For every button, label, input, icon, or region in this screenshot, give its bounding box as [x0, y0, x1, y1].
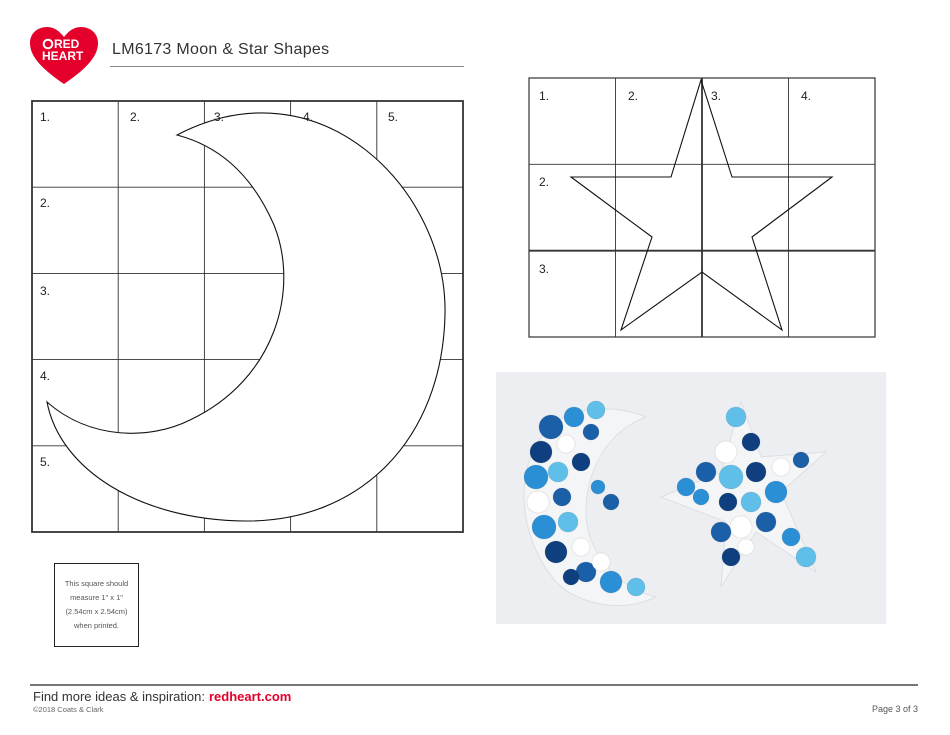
- logo-line2: HEART: [42, 49, 84, 63]
- moon-col-label-1: 1.: [40, 110, 51, 124]
- moon-row-label-3: 3.: [40, 284, 51, 298]
- star-grid-labels: [539, 89, 811, 276]
- pom-pom: [553, 488, 571, 506]
- moon-row-label-2: 2.: [40, 196, 51, 210]
- pom-pom: [730, 516, 752, 538]
- pom-pom: [564, 407, 584, 427]
- pom-pom: [738, 539, 754, 555]
- pom-pom: [532, 515, 556, 539]
- pom-pom: [677, 478, 695, 496]
- pom-pom: [722, 548, 740, 566]
- pom-pom: [539, 415, 563, 439]
- star-row-label-3: 3.: [539, 262, 550, 276]
- pom-pom: [530, 441, 552, 463]
- pom-pom: [572, 453, 590, 471]
- star-grid: [529, 78, 875, 337]
- reference-square: [54, 563, 139, 647]
- pom-pom: [600, 571, 622, 593]
- pom-pom: [726, 407, 746, 427]
- footer-cta: [33, 689, 291, 704]
- pom-pom: [545, 541, 567, 563]
- pom-pom: [587, 401, 605, 419]
- moon-outline: [47, 113, 445, 521]
- pom-pom: [765, 481, 787, 503]
- yarn-moon-star-photo: [496, 372, 886, 624]
- reference-square-text: This square should measure 1" x 1" (2.54cm x 2.54cm) when printed.: [64, 579, 129, 630]
- pom-pom: [524, 465, 548, 489]
- logo-line1: RED: [54, 37, 80, 51]
- moon-col-label-5: 5.: [388, 110, 399, 124]
- pom-pom: [603, 494, 619, 510]
- pom-pom: [796, 547, 816, 567]
- pom-pom: [591, 480, 605, 494]
- moon-col-label-4: 4.: [303, 110, 314, 124]
- footer-cta-label: Find more ideas & inspiration:: [33, 689, 205, 704]
- pom-pom: [696, 462, 716, 482]
- pom-pom: [746, 462, 766, 482]
- pom-pom: [558, 512, 578, 532]
- pom-pom: [563, 569, 579, 585]
- pom-pom: [782, 528, 800, 546]
- star-col-label-1: 1.: [539, 89, 550, 103]
- pom-pom: [741, 492, 761, 512]
- star-row-label-2: 2.: [539, 175, 550, 189]
- pom-pom: [715, 441, 737, 463]
- page-title: LM6173 Moon & Star Shapes: [112, 41, 330, 58]
- pom-pom: [742, 433, 760, 451]
- moon-col-label-3: 3.: [214, 110, 225, 124]
- moon-col-label-2: 2.: [130, 110, 141, 124]
- moon-row-label-4: 4.: [40, 369, 51, 383]
- footer-divider: [30, 684, 918, 686]
- pom-pom: [592, 553, 610, 571]
- moon-row-label-5: 5.: [40, 455, 51, 469]
- pom-pom: [627, 578, 645, 596]
- page-number: Page 3 of 3: [871, 704, 918, 714]
- pom-pom: [719, 493, 737, 511]
- redheart-link[interactable]: redheart.com: [208, 689, 292, 704]
- pom-pom: [772, 458, 790, 476]
- pom-pom: [756, 512, 776, 532]
- star-col-label-4: 4.: [801, 89, 812, 103]
- pom-pom: [711, 522, 731, 542]
- pom-pom: [548, 462, 568, 482]
- pom-pom: [572, 538, 590, 556]
- pom-pom: [793, 452, 809, 468]
- pom-pom: [557, 435, 575, 453]
- pom-pom: [583, 424, 599, 440]
- star-col-label-2: 2.: [628, 89, 639, 103]
- copyright: ©2018 Coats & Clark: [33, 705, 104, 714]
- pom-pom: [719, 465, 743, 489]
- pom-pom: [693, 489, 709, 505]
- pom-pom: [527, 491, 549, 513]
- star-col-label-3: 3.: [711, 89, 722, 103]
